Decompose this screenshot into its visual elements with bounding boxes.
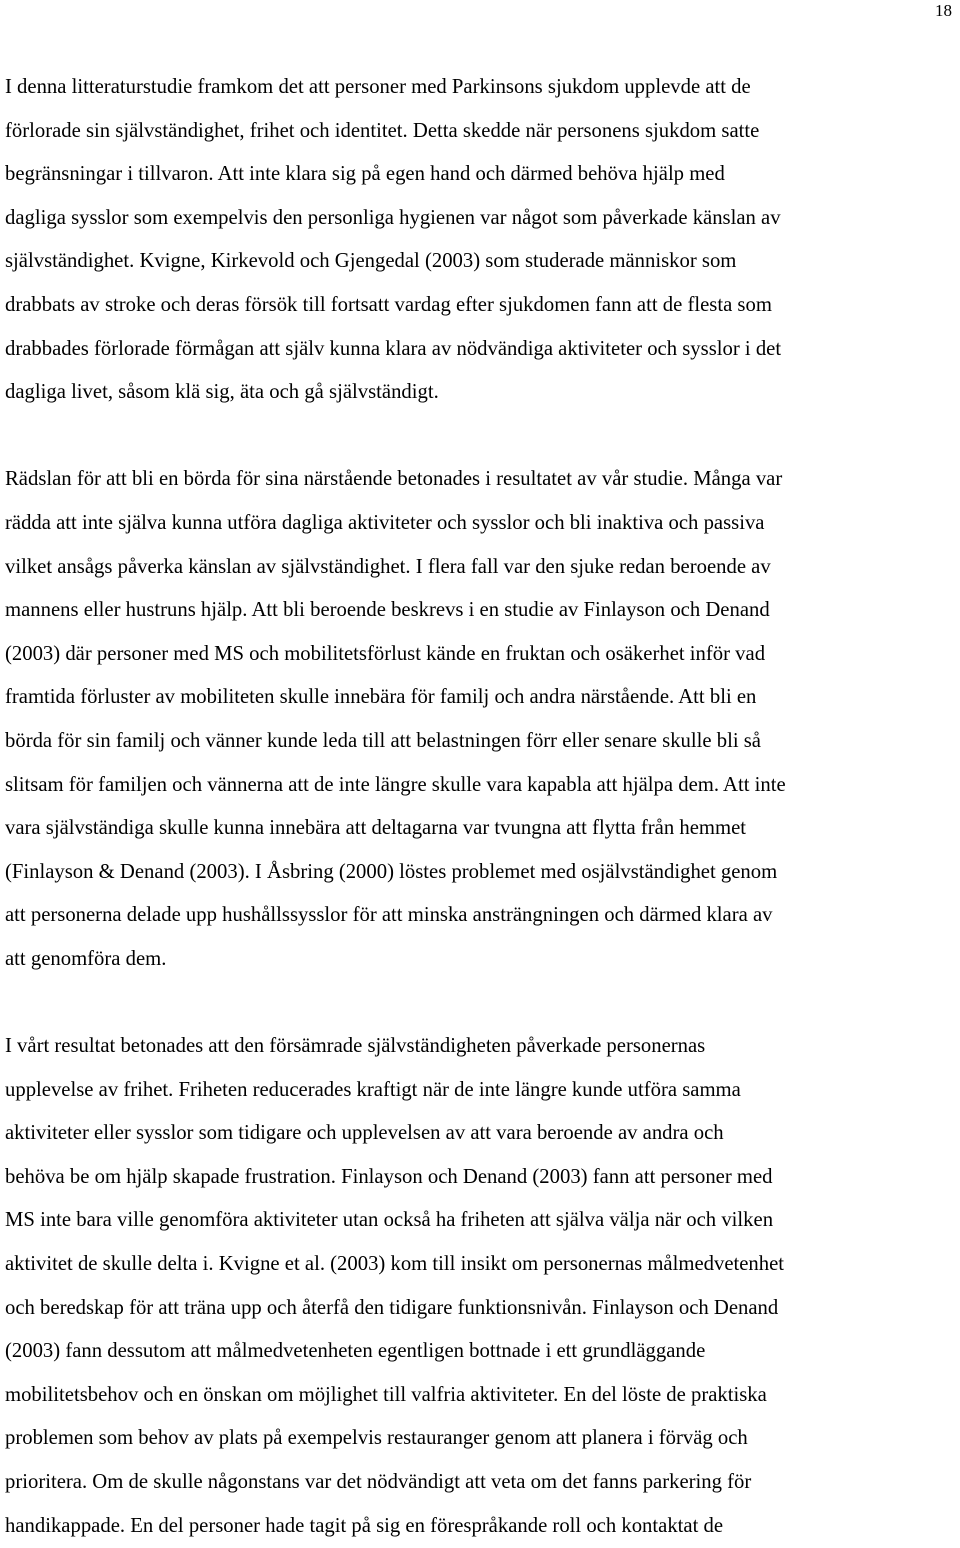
text-line: vilket ansågs påverka känslan av självständighet. I flera fall var den sjuke redan beroende av (5, 555, 771, 578)
text-line: aktivitet de skulle delta i. Kvigne et al. (2003) kom till insikt om personernas målmedvetenhet (5, 1253, 785, 1276)
text-line: att genomföra dem. (5, 947, 167, 970)
text-line: handikappade. En del personer hade tagit på sig en förespråkande roll och kontaktat de (5, 1514, 724, 1537)
paragraph-2 (5, 458, 957, 981)
text-line: slitsam för familjen och vännerna att de inte längre skulle vara kapabla att hjälpa dem. Att inte (5, 773, 786, 796)
text-line: vara självständiga skulle kunna innebära att deltagarna var tvungna att flytta från hemmet (5, 817, 747, 840)
paragraph-1 (5, 66, 957, 415)
text-line: MS inte bara ville genomföra aktiviteter utan också ha friheten att själva välja när och vilken (5, 1209, 774, 1232)
text-line: dagliga livet, såsom klä sig, äta och gå självständigt. (5, 381, 439, 404)
text-line: (2003) där personer med MS och mobilitetsförlust kände en fruktan och osäkerhet inför vad (5, 642, 766, 665)
page-number: 18 (935, 1, 952, 20)
text-line: självständighet. Kvigne, Kirkevold och Gjengedal (2003) som studerade människor som (5, 250, 737, 273)
text-line: upplevelse av frihet. Friheten reducerades kraftigt när de inte längre kunde utföra samma (5, 1078, 741, 1101)
document-body (5, 66, 957, 1548)
text-line: framtida förluster av mobiliteten skulle innebära för familj och andra närstående. Att bli en (5, 686, 757, 709)
paragraph-spacer (5, 981, 957, 1025)
text-line: börda för sin familj och vänner kunde leda till att belastningen förr eller senare skulle bli så (5, 729, 761, 752)
text-line: behöva be om hjälp skapade frustration. Finlayson och Denand (2003) fann att personer med (5, 1165, 773, 1188)
text-line: prioritera. Om de skulle någonstans var det nödvändigt att veta om det fanns parkering för (5, 1471, 752, 1493)
text-line: drabbades förlorade förmågan att själv kunna klara av nödvändiga aktiviteter och sysslor i det (5, 337, 782, 360)
text-line: och beredskap för att träna upp och återfå den tidigare funktionsnivån. Finlayson och Denand (5, 1296, 779, 1319)
text-line: I denna litteraturstudie framkom det att personer med Parkinsons sjukdom upplevde att de (5, 76, 751, 98)
text-line: (Finlayson & Denand (2003). I Åsbring (2000) löstes problemet med osjälvständighet genom (5, 860, 778, 883)
text-line: rädda att inte själva kunna utföra dagliga aktiviteter och sysslor och bli inaktiva och passiva (5, 511, 765, 534)
text-line: dagliga sysslor som exempelvis den personliga hygienen var något som påverkade känslan av (5, 206, 781, 229)
text-line: I vårt resultat betonades att den försämrade självständigheten påverkade personernas (5, 1035, 706, 1058)
text-line: mobilitetsbehov och en önskan om möjlighet till valfria aktiviteter. En del löste de praktiska (5, 1383, 767, 1406)
paragraph-spacer (5, 415, 957, 459)
text-line: att personerna delade upp hushållssysslor för att minska ansträngningen och därmed klara av (5, 904, 773, 927)
text-line: Rädslan för att bli en börda för sina närstående betonades i resultatet av vår studie. Många var (5, 468, 783, 491)
text-line: begränsningar i tillvaron. Att inte klara sig på egen hand och därmed behöva hjälp med (5, 163, 725, 186)
text-line: (2003) fann dessutom att målmedvetenheten egentligen bottnade i ett grundläggande (5, 1340, 706, 1363)
text-line: förlorade sin självständighet, frihet och identitet. Detta skedde när personens sjukdom satte (5, 119, 760, 142)
text-line: problemen som behov av plats på exempelvis restauranger genom att planera i förväg och (5, 1427, 748, 1450)
text-line: aktiviteter eller sysslor som tidigare och upplevelsen av att vara beroende av andra och (5, 1122, 724, 1145)
paragraph-3 (5, 1025, 957, 1548)
text-line: drabbats av stroke och deras försök till fortsatt vardag efter sjukdomen fann att de flesta som (5, 293, 772, 316)
text-line: mannens eller hustruns hjälp. Att bli beroende beskrevs i en studie av Finlayson och Denand (5, 599, 770, 622)
